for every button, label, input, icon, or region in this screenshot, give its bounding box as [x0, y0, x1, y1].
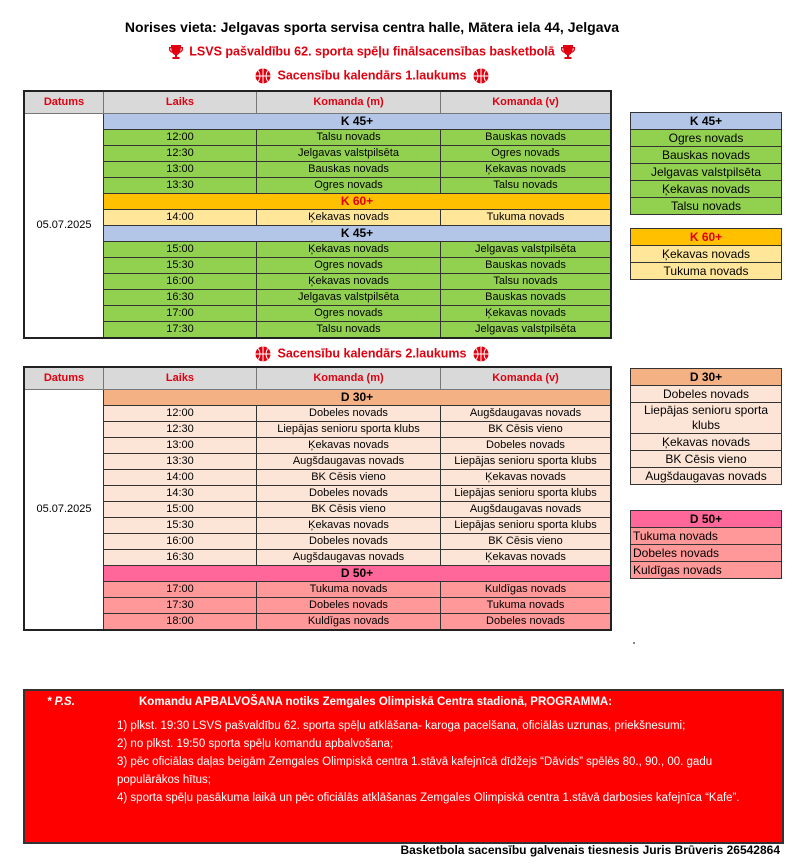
col-team-v: Komanda (v) [441, 367, 612, 390]
court2-heading [0, 346, 774, 362]
time-cell: 16:00 [104, 534, 257, 550]
team-v-cell: Talsu novads [441, 274, 612, 290]
table-row [24, 614, 611, 631]
group-label: D 50+ [104, 566, 612, 582]
side-list-header [631, 229, 782, 246]
list-item [631, 545, 782, 562]
team-m-cell: Ķekavas novads [257, 518, 441, 534]
team-m-cell: Ķekavas novads [257, 274, 441, 290]
header-row [24, 367, 611, 390]
table-row [24, 454, 611, 470]
basketball-icon [255, 346, 271, 362]
team-m-cell: Dobeles novads [257, 406, 441, 422]
time-cell: 17:00 [104, 306, 257, 322]
col-team-m: Komanda (m) [257, 91, 441, 114]
group-label: K 60+ [104, 194, 612, 210]
table-row [24, 306, 611, 322]
team-m-cell: Dobeles novads [257, 486, 441, 502]
side-list-header [631, 113, 782, 130]
group-row [24, 226, 611, 242]
side-list-header [631, 511, 782, 528]
group-label: K 45+ [104, 226, 612, 242]
table-row [24, 534, 611, 550]
table-row [24, 146, 611, 162]
time-cell: 12:30 [104, 422, 257, 438]
team-v-cell: Dobeles novads [441, 438, 612, 454]
team-v-cell: Augšdaugavas novads [441, 502, 612, 518]
team-m-cell: BK Cēsis vieno [257, 470, 441, 486]
table-row [24, 550, 611, 566]
col-team-m: Komanda (m) [257, 367, 441, 390]
list-item [631, 147, 782, 164]
stray-dot [633, 642, 635, 644]
team-v-cell: Ķekavas novads [441, 306, 612, 322]
col-time: Laiks [104, 91, 257, 114]
team-m-cell: Ogres novads [257, 178, 441, 194]
team-name: Tukuma novads [631, 528, 782, 545]
ps-item: 2) no plkst. 19:50 sporta spēļu komandu apbalvošana; [117, 738, 394, 750]
team-name: Kuldīgas novads [631, 562, 782, 579]
team-name: Ogres novads [631, 130, 782, 147]
team-m-cell: Jelgavas valstpilsēta [257, 290, 441, 306]
time-cell: 17:30 [104, 322, 257, 339]
footer-referee: Basketbola sacensību galvenais tiesnesis Juris Brūveris 26542864 [400, 843, 780, 857]
table-row [24, 598, 611, 614]
team-v-cell: Liepājas senioru sporta klubs [441, 486, 612, 502]
side-list-title: D 30+ [631, 369, 782, 386]
team-v-cell: BK Cēsis vieno [441, 422, 612, 438]
team-v-cell: Talsu novads [441, 178, 612, 194]
group-row [24, 566, 611, 582]
time-cell: 12:00 [104, 406, 257, 422]
table-row [24, 470, 611, 486]
team-v-cell: Bauskas novads [441, 290, 612, 306]
team-v-cell: Ķekavas novads [441, 470, 612, 486]
basketball-icon [255, 68, 271, 84]
court1-heading [0, 68, 774, 84]
team-name: Augšdaugavas novads [631, 468, 782, 485]
ps-item: 1) plkst. 19:30 LSVS pašvaldību 62. sporta spēļu atklāšana- karoga pacelšana, oficiālās uzrunas, priekšnesumi; [117, 720, 686, 732]
table-row [24, 486, 611, 502]
time-cell: 12:00 [104, 130, 257, 146]
list-item [631, 263, 782, 280]
time-cell: 15:00 [104, 242, 257, 258]
team-name: Talsu novads [631, 198, 782, 215]
list-item [631, 386, 782, 403]
team-m-cell: Talsu novads [257, 322, 441, 339]
team-m-cell: Augšdaugavas novads [257, 550, 441, 566]
ps-tag: * P.S. [47, 696, 75, 708]
table-row [24, 322, 611, 339]
team-v-cell: Ogres novads [441, 146, 612, 162]
team-name: Jelgavas valstpilsēta [631, 164, 782, 181]
list-item [631, 451, 782, 468]
team-v-cell: Ķekavas novads [441, 162, 612, 178]
date-cell: 05.07.2025 [24, 114, 104, 339]
ps-item: 4) sporta spēļu pasākuma laikā un pēc oficiālās atklāšanas Zemgales Olimpiskā centra 1.stāvā darbosies kafejnīca “Kafe”. [117, 792, 740, 804]
trophy-icon [169, 44, 183, 60]
team-m-cell: Dobeles novads [257, 598, 441, 614]
side-list-header [631, 369, 782, 386]
list-item [631, 562, 782, 579]
team-name: Tukuma novads [631, 263, 782, 280]
team-v-cell: BK Cēsis vieno [441, 534, 612, 550]
team-name: Dobeles novads [631, 545, 782, 562]
time-cell: 18:00 [104, 614, 257, 631]
court1-heading-text: Sacensību kalendārs 1.laukums [277, 68, 467, 83]
list-item [631, 246, 782, 263]
time-cell: 17:00 [104, 582, 257, 598]
team-v-cell: Tukuma novads [441, 598, 612, 614]
table-row [24, 406, 611, 422]
side-list-k45 [630, 112, 782, 215]
time-cell: 13:00 [104, 162, 257, 178]
team-m-cell: Jelgavas valstpilsēta [257, 146, 441, 162]
col-date: Datums [24, 91, 104, 114]
venue-line: Norises vieta: Jelgavas sporta servisa centra halle, Mātera iela 44, Jelgava [124, 19, 620, 35]
court1-schedule-table [23, 90, 612, 339]
header-row [24, 91, 611, 114]
table-row [24, 178, 611, 194]
team-v-cell: Augšdaugavas novads [441, 406, 612, 422]
team-m-cell: Tukuma novads [257, 582, 441, 598]
team-v-cell: Tukuma novads [441, 210, 612, 226]
team-v-cell: Jelgavas valstpilsēta [441, 322, 612, 339]
side-list-d30 [630, 368, 782, 485]
list-item [631, 181, 782, 198]
list-item [631, 403, 782, 434]
group-label: K 45+ [104, 114, 612, 130]
time-cell: 16:30 [104, 290, 257, 306]
team-m-cell: Ķekavas novads [257, 210, 441, 226]
time-cell: 15:00 [104, 502, 257, 518]
side-list-k60 [630, 228, 782, 280]
team-v-cell: Bauskas novads [441, 258, 612, 274]
table-row [24, 438, 611, 454]
list-item [631, 130, 782, 147]
team-m-cell: Augšdaugavas novads [257, 454, 441, 470]
time-cell: 12:30 [104, 146, 257, 162]
time-cell: 15:30 [104, 258, 257, 274]
list-item [631, 198, 782, 215]
table-row [24, 130, 611, 146]
event-title-text: LSVS pašvaldību 62. sporta spēļu finālsacensības basketbolā [189, 44, 555, 59]
side-list-title: K 60+ [631, 229, 782, 246]
ps-item: 3) pēc oficiālas daļas beigām Zemgales Olimpiskā centra 1.stāvā kafejnīcā dīdžejs “Dāvids” spēlēs 80., 90., 00. gadu populārākos hītus; [117, 756, 713, 786]
table-row [24, 274, 611, 290]
list-item [631, 468, 782, 485]
list-item [631, 434, 782, 451]
side-list-title: K 45+ [631, 113, 782, 130]
basketball-icon [473, 68, 489, 84]
time-cell: 16:00 [104, 274, 257, 290]
group-row [24, 390, 611, 406]
event-title [0, 44, 774, 60]
side-list-title: D 50+ [631, 511, 782, 528]
table-row [24, 422, 611, 438]
group-row [24, 114, 611, 130]
team-v-cell: Jelgavas valstpilsēta [441, 242, 612, 258]
group-row [24, 194, 611, 210]
team-m-cell: Kuldīgas novads [257, 614, 441, 631]
team-m-cell: Liepājas senioru sporta klubs [257, 422, 441, 438]
side-list-d50 [630, 510, 782, 579]
time-cell: 15:30 [104, 518, 257, 534]
team-name: Ķekavas novads [631, 246, 782, 263]
group-label: D 30+ [104, 390, 612, 406]
team-name: Dobeles novads [631, 386, 782, 403]
table-row [24, 290, 611, 306]
list-item [631, 528, 782, 545]
team-v-cell: Liepājas senioru sporta klubs [441, 454, 612, 470]
time-cell: 13:00 [104, 438, 257, 454]
team-m-cell: Ķekavas novads [257, 242, 441, 258]
team-name: Bauskas novads [631, 147, 782, 164]
trophy-icon [561, 44, 575, 60]
time-cell: 13:30 [104, 454, 257, 470]
time-cell: 14:00 [104, 210, 257, 226]
time-cell: 14:00 [104, 470, 257, 486]
list-item [631, 164, 782, 181]
table-row [24, 162, 611, 178]
table-row [24, 258, 611, 274]
time-cell: 16:30 [104, 550, 257, 566]
date-cell: 05.07.2025 [24, 390, 104, 631]
table-row [24, 210, 611, 226]
col-time: Laiks [104, 367, 257, 390]
team-m-cell: BK Cēsis vieno [257, 502, 441, 518]
ps-program-list [117, 717, 767, 807]
table-row [24, 502, 611, 518]
col-date: Datums [24, 367, 104, 390]
team-name: Ķekavas novads [631, 434, 782, 451]
team-m-cell: Ogres novads [257, 306, 441, 322]
ps-heading: Komandu APBALVOŠANA notiks Zemgales Olimpiskā Centra stadionā, PROGRAMMA: [139, 696, 613, 708]
table-row [24, 242, 611, 258]
team-v-cell: Kuldīgas novads [441, 582, 612, 598]
table-row [24, 518, 611, 534]
court2-heading-text: Sacensību kalendārs 2.laukums [277, 346, 467, 361]
basketball-icon [473, 346, 489, 362]
team-v-cell: Bauskas novads [441, 130, 612, 146]
table-row [24, 582, 611, 598]
col-team-v: Komanda (v) [441, 91, 612, 114]
team-m-cell: Ķekavas novads [257, 438, 441, 454]
team-v-cell: Ķekavas novads [441, 550, 612, 566]
team-m-cell: Dobeles novads [257, 534, 441, 550]
team-name: Ķekavas novads [631, 181, 782, 198]
team-m-cell: Ogres novads [257, 258, 441, 274]
team-m-cell: Talsu novads [257, 130, 441, 146]
time-cell: 13:30 [104, 178, 257, 194]
team-name: Liepājas senioru sporta klubs [631, 403, 782, 434]
court2-schedule-table [23, 366, 612, 631]
team-v-cell: Dobeles novads [441, 614, 612, 631]
team-m-cell: Bauskas novads [257, 162, 441, 178]
time-cell: 14:30 [104, 486, 257, 502]
ps-notice-box [23, 689, 784, 844]
team-v-cell: Liepājas senioru sporta klubs [441, 518, 612, 534]
time-cell: 17:30 [104, 598, 257, 614]
team-name: BK Cēsis vieno [631, 451, 782, 468]
